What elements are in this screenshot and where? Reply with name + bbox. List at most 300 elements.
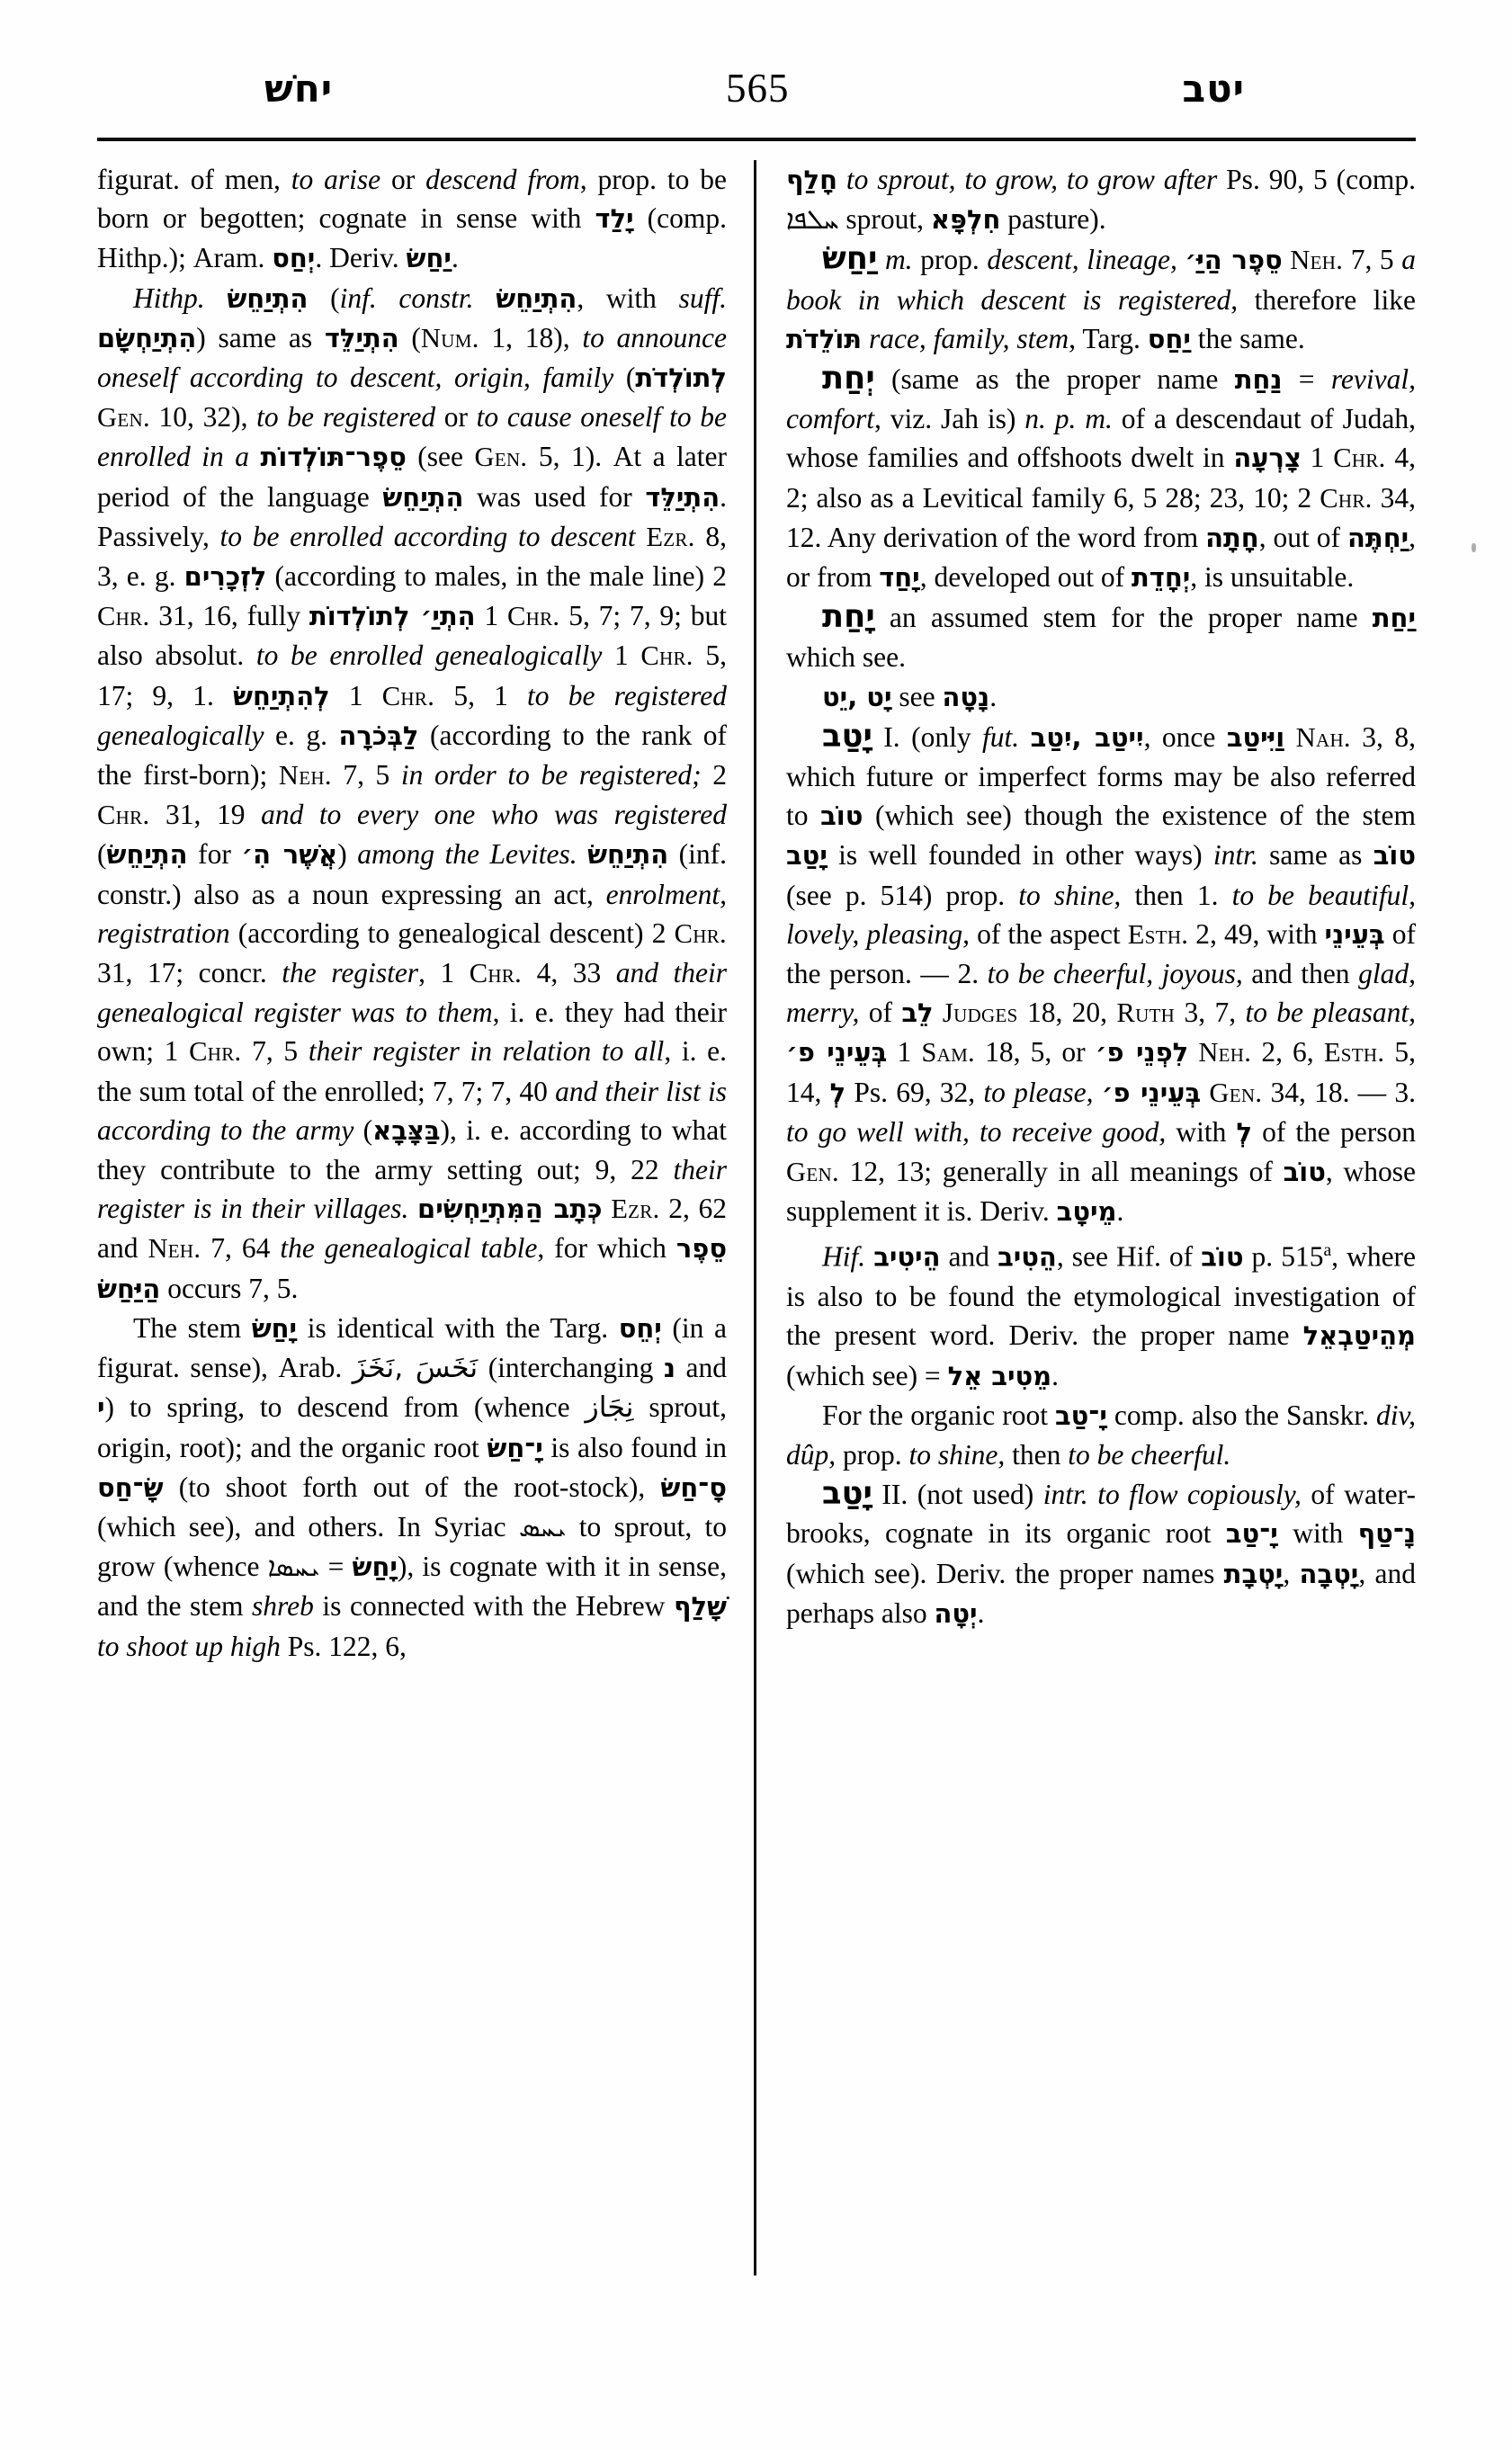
text-run [636,521,647,552]
entry-paragraph [786,717,1416,1232]
scripture-abbreviation: Chr. [97,800,150,831]
text-run: = [1282,363,1331,396]
scripture-abbreviation: Judges [942,997,1018,1029]
syriac-word: ܝܚܣܐ [267,1551,320,1584]
hebrew-word: יָט ,יֵט [822,681,892,712]
text-run [1284,721,1295,753]
hebrew-word: נ [663,1353,676,1384]
text-run: ( [613,362,636,394]
text-run: of the aspect [970,917,1128,950]
gloss-text: a book in which descent is registered [786,244,1417,316]
hebrew-word: נָטָה [942,681,990,712]
text-run: comp. also the Sanskr. [1106,1399,1376,1431]
text-run: , for which [537,1232,676,1265]
text-run: (which see) = [786,1359,948,1391]
text-run [249,441,261,472]
entry-paragraph [786,239,1416,359]
text-run: 4, 2; also as a Levitical family 6, 5 28; 23, 10; 2 [786,442,1417,514]
hebrew-word: סֵפֶר הַיַּחַשׂ [97,1233,728,1304]
gloss-text: descent, lineage, [987,244,1177,276]
page-body [97,160,1416,2283]
gloss-text: div, dûp, [786,1399,1416,1471]
hebrew-word: יַחַס [1147,323,1191,354]
text-run: 2, 62 and [97,1193,728,1265]
gloss-text: to be beautiful, lovely, pleasing, [786,879,1416,950]
text-run [1019,721,1030,753]
running-head-left-lemma: יחשׁ [264,67,334,111]
hebrew-word: וַיִּיטַב [1226,721,1285,753]
gloss-text: to be pleasant, [1245,997,1417,1029]
scripture-abbreviation: Esth. [1323,1037,1385,1069]
gloss-text: to shine, [908,1439,1006,1471]
hebrew-word: בְּעֵינֵי פ׳ [1101,1077,1202,1108]
hebrew-word: הֵיטִיב [873,1241,941,1273]
entry-paragraph [786,677,1416,717]
text-run: 10, 32), [149,401,257,434]
hebrew-word: נָ־טַף [1357,1518,1416,1550]
entry-paragraph [786,160,1416,239]
scripture-abbreviation: Ruth [1116,997,1176,1029]
hebrew-word: תּוֹלֵדֹת [786,323,863,354]
scripture-abbreviation: Chr. [469,958,523,989]
text-run: for [187,838,242,871]
gloss-text: n. p. m. [1024,403,1113,435]
text-run: , 1 [418,957,470,989]
gloss-text: to be cheerful. [1068,1439,1231,1471]
text-run: or [380,164,426,195]
text-run: to spring, to descend from [129,1391,459,1424]
text-run [934,997,943,1028]
text-run: (which see), and others. In Syriac [97,1510,519,1542]
entry-paragraph [786,359,1416,597]
text-run: p. 515 [1243,1240,1324,1273]
gloss-text: m. [884,244,913,276]
text-run [474,282,497,314]
text-run [862,323,869,354]
hebrew-word: יָחַת [822,598,875,636]
text-run: 5, 1). At a later period of the language [97,441,728,513]
hebrew-word: יְחָדֵת [1132,562,1191,594]
gloss-text: fut. [982,720,1020,753]
gloss-text: to cause oneself to be enrolled in a [97,401,727,473]
text-run: , out of [1258,521,1347,553]
hebrew-word: יָטַב [822,717,872,755]
scripture-abbreviation: Chr. [1320,482,1373,514]
gloss-text: to go well with, to receive good, [786,1115,1167,1148]
scripture-abbreviation: Neh. [1290,245,1344,276]
entry-paragraph [97,160,727,279]
text-run: of water-brooks, cognate in its organic root [786,1479,1417,1550]
text-run: , is unsuitable. [1190,561,1355,594]
text-run: ), i. e. according to what they contribute to the army setting out; 9, 22 [97,1113,728,1186]
text-run: (comp. Hithp.); Aram. [97,202,727,274]
text-run: prop. [912,244,988,276]
hebrew-word: הִתְיַלֵּד [324,322,399,353]
text-run: 5, 17; 9, 1. [97,639,727,711]
text-run: (according to the rank of the first-born); [97,719,727,791]
hebrew-word: יָחַשׂ [251,1312,298,1344]
gloss-text: and their list is according to the army [97,1075,727,1146]
hebrew-word: יִיטַב ,יִטַב [1030,721,1144,753]
hebrew-word: יָטְבָה [1299,1558,1359,1589]
gloss-text: to be registered genealogically [97,679,727,751]
text-run: . [1051,1359,1059,1391]
hebrew-word: חָתָה [1205,522,1259,553]
text-run: is identical with the Targ. [297,1311,619,1344]
hebrew-word: יָטַב [786,840,828,872]
text-run: . Passively, [97,480,727,552]
text-run: 18, 5, or [975,1036,1096,1069]
text-run: 2 [701,759,728,791]
text-run [837,164,846,195]
scan-speck [1472,543,1476,552]
text-run: 31, 19 [149,799,262,831]
text-run: 7, 5 [1343,244,1402,276]
text-run: II. (not used) [872,1479,1043,1511]
hebrew-word: יָטְבָת [1223,1558,1284,1589]
text-run: (see [406,441,475,473]
text-run: (in a figurat. sense), Arab. [97,1311,727,1384]
gloss-text: the genealogical table [280,1232,538,1265]
text-run: , viz. Jah is) [874,403,1025,435]
hebrew-word: יְחֵס [618,1312,662,1344]
text-run: , with [577,282,679,314]
hebrew-word: בְּעֵינֵי פ׳ [786,1037,888,1069]
gloss-text: descend from [425,164,580,195]
gloss-text: their register in relation to all [308,1035,665,1068]
gloss-text: shreb [252,1590,314,1623]
hebrew-word: הִתְיַחֵשׂ [227,282,309,314]
hebrew-word: טוֹב [820,800,863,832]
hebrew-word: לִפְנֵי פ׳ [1095,1037,1189,1069]
text-run: = [319,1551,353,1583]
text-run: of the person. — 2. [786,917,1416,990]
entry-paragraph [786,1231,1416,1395]
hebrew-word: יְחַס [272,243,316,274]
text-run [865,1241,873,1273]
hebrew-word: בַּצָּבָא [372,1114,441,1146]
text-run: 1 [1301,442,1334,474]
scripture-abbreviation: Ezr. [646,521,695,552]
text-run: and [675,1352,727,1384]
text-run: ), is cognate with it in sense, and the stem [97,1551,728,1623]
hebrew-word: הִתְיַחֵשׂ [106,839,188,871]
text-run: The stem [133,1311,252,1344]
text-run: , see Hif. of [1056,1240,1202,1273]
scripture-abbreviation: Gen. [97,402,150,434]
gloss-text: race, family, stem [868,322,1069,354]
gloss-text: their register is in their villages. [97,1154,727,1225]
hebrew-word: הִתְיַ׳ לְתוֹלְדוֹת [309,601,476,632]
scripture-abbreviation: Sam. [921,1037,975,1069]
scripture-abbreviation: Chr. [97,601,150,632]
hebrew-word: לְ [1236,1116,1253,1148]
hebrew-word: יַחַשׂ [406,243,452,274]
entry-paragraph [786,597,1416,676]
text-run: 5, 14, [786,1036,1417,1108]
gloss-text: to shine, [1018,879,1122,911]
text-run [1093,1077,1101,1108]
text-run: 7, 64 [201,1232,281,1265]
text-run: 7, 5 [331,759,401,791]
text-run: ( [353,1113,373,1146]
text-run: sprout, [838,203,931,236]
scripture-abbreviation: Neh. [148,1233,201,1265]
text-run: , i. e. they had their own; 1 [97,997,727,1068]
scripture-abbreviation: Chr. [189,1036,242,1068]
text-run [877,244,885,275]
gloss-text: to be cheerful, joyous, [987,958,1243,990]
text-run: and then [1242,958,1359,990]
text-run: is also found in [542,1431,727,1463]
hebrew-word: לִזְכָרִים [183,561,267,593]
text-run: , or from [786,521,1416,594]
text-run: the same. [1190,322,1305,354]
hebrew-word: הִתְיַחְשָׂם [97,322,197,353]
text-run [603,1193,612,1224]
text-run: of a descendaut of Judah, whose families and offshoots dwelt in [786,403,1416,474]
hebrew-word: מְהֵיטַבְאֵל [1302,1320,1416,1352]
text-run [1188,1036,1198,1068]
gloss-text: among the Levites. [357,838,577,871]
text-run: Ps. 69, 32, [845,1076,984,1108]
gloss-text: to please, [983,1076,1094,1108]
gloss-text: to be enrolled according to descent [219,520,636,552]
hebrew-word: לְ [829,1077,846,1108]
text-run: 31, 16, fully [149,600,309,632]
text-run [577,838,588,870]
entry-paragraph [786,1474,1416,1633]
text-run: 2, 49, with [1188,917,1325,950]
text-run: , [1283,1557,1300,1589]
text-run: 18, 20, [1017,997,1117,1029]
text-run: 4, 33 [522,957,616,989]
text-run: was used for [463,480,646,513]
gloss-text: in order to be registered; [400,759,702,791]
text-run [1283,244,1291,275]
hebrew-word: טוֹב [1201,1241,1244,1273]
text-run: , once [1143,720,1227,753]
scripture-abbreviation: Gen. [1209,1077,1263,1108]
text-run: 1 [887,1036,922,1069]
scripture-abbreviation: Nah. [1295,721,1351,753]
hebrew-word: סָ־חַשׂ [660,1471,727,1503]
hebrew-word: יָ־חַשׂ [487,1432,543,1463]
hebrew-word: י [97,1392,105,1424]
scripture-abbreviation: Esth. [1127,918,1189,950]
scripture-abbreviation: Neh. [1198,1037,1252,1069]
text-run: a [1323,1241,1332,1261]
gloss-text: suff. [678,282,727,314]
hebrew-word: סֵפֶר הַיַּ׳ [1185,245,1283,276]
text-run: ) same as [196,321,325,353]
gloss-text: the register [282,957,419,989]
text-run: , Targ. [1069,322,1148,354]
text-run: which see. [786,641,906,674]
text-run: ( [398,321,421,353]
running-head [97,65,1416,130]
hebrew-word: סֵפֶר־תּוֹלְדוֹת [260,442,407,473]
text-run: 7, 5 [241,1035,309,1068]
text-run: then 1. [1121,879,1232,911]
text-run: 5, 1 [434,679,528,711]
text-run: , prop. to be born or begotten; cognate in sense with [97,164,727,235]
text-run: 8, 3, e. g. [97,520,727,593]
hebrew-word: טוֹב [1283,1157,1326,1188]
hebrew-word: כְּתָב הַמִּתְיַחְשִׂים [417,1194,603,1225]
hebrew-word: חִלְפָּא [930,204,1001,236]
text-run: 5, 7; 7, 9; but also absolut. [97,600,727,672]
text-run: 2, 6, [1251,1036,1324,1069]
text-run: (according to males, in the male line) 2 [266,560,727,593]
text-run: I. (only [872,720,983,753]
hebrew-word: חָלַף [786,165,837,195]
entry-paragraph [786,1396,1416,1474]
text-run: pasture). [1000,203,1106,236]
text-run: (same as the proper name [874,363,1235,396]
gloss-text: to sprout, to grow, to grow after [845,164,1218,195]
text-run: 1 [475,600,507,632]
gloss-text: glad, merry, [786,958,1416,1029]
hebrew-word: לְתוֹלְדֹת [635,362,727,394]
text-run: an assumed stem for the proper name [874,602,1373,634]
text-run: For the organic root [822,1399,1055,1431]
hebrew-word: צָרְעָה [1233,443,1302,474]
text-run: 1, 18), [479,321,583,353]
hebrew-word: הִתְיַחֵשׂ [496,282,577,314]
hebrew-word: מֵיטָב [1056,1196,1117,1228]
text-run: Ps. 90, 5 (comp. [1217,164,1416,195]
hebrew-word: לַבְּכֹרָה [338,720,419,751]
gloss-text: to be registered [256,401,436,434]
text-run: 1 [602,639,641,672]
scripture-abbreviation: Neh. [278,760,332,791]
arabic-word: نَخَسَ ,نَخَزَ [352,1352,479,1385]
hebrew-word: יַחַת [1372,603,1416,634]
hebrew-word: שָׂ־חַס [97,1471,164,1503]
hebrew-word: יָ־טַב [1225,1518,1278,1550]
gloss-text: intr. [1212,839,1258,872]
hebrew-word: יַחַשׂ [822,240,878,278]
text-run: 34, 18. — 3. [1262,1076,1417,1108]
text-run [408,1193,417,1224]
scripture-abbreviation: Chr. [1333,443,1386,474]
hebrew-word: אֲשֶׁר הִ׳ [241,839,338,871]
text-run: then [1005,1439,1069,1471]
text-run: ( [97,838,107,871]
text-run: e. g. [264,719,339,751]
syriac-word: ܝܚܣ [518,1511,567,1543]
text-run: (inf. constr.) also as a noun expressing an act, [97,838,728,910]
gloss-text: enrolment, registration [97,878,727,949]
gloss-text: and to every one who was registered [261,799,727,831]
arabic-word: نِجَاز [585,1391,634,1425]
text-run: and [940,1240,998,1273]
right-column [786,160,1416,2283]
hebrew-word: בְּעֵינֵי [1324,918,1385,950]
header-rule [97,138,1416,141]
hebrew-word: מֵטִיב אֵל [947,1360,1052,1391]
left-column [97,160,727,2283]
text-run: (which see). Deriv. the proper names [786,1557,1224,1589]
gloss-text: inf. constr. [339,282,474,314]
text-run: with [1277,1517,1358,1550]
text-run: (whence [458,1391,586,1424]
hebrew-word: יָ־טַב [1054,1399,1107,1431]
text-run: of [859,997,902,1029]
hebrew-word: יָחַד [879,562,920,594]
hebrew-word: נַחַת [1234,364,1283,396]
text-run [1201,1077,1209,1108]
hebrew-word: הִתְיַחֵשׂ [587,839,669,871]
text-run: . Deriv. [315,242,407,274]
text-run: , and perhaps also [786,1557,1417,1629]
hebrew-word: הִתְיַחֵשׂ [382,481,464,513]
text-run: sprout, origin, root); and the organic root [97,1391,728,1463]
gloss-text: revival, comfort [786,363,1416,435]
text-run: 31, 17; concr. [97,957,282,989]
text-run: ( [308,282,340,314]
text-run: 3, 7, [1175,997,1246,1029]
text-run: or [435,401,477,434]
text-run: (which see) though the existence of the stem [863,800,1416,832]
text-run: , whose supplement it is. Deriv. [786,1156,1416,1228]
hebrew-word: יָחַשׂ [352,1551,398,1583]
scripture-abbreviation: Chr. [381,680,435,711]
gloss-text: to shoot up high [97,1630,281,1662]
text-run: (see p. 514) prop. [786,879,1019,911]
text-run: Ps. 122, 6, [280,1630,407,1662]
scripture-abbreviation: Num. [420,322,479,353]
text-run: ) [104,1391,130,1424]
text-run: . [977,1596,985,1629]
text-run: . [451,242,459,274]
text-run: . [989,680,998,712]
hebrew-word: הִתְיַלֵּד [645,481,720,513]
gloss-text: to be enrolled genealogically [255,639,603,672]
text-run: (to shoot forth out of the root-stock), [163,1471,661,1503]
text-run: with [1166,1115,1237,1148]
text-run: . [1116,1195,1124,1228]
text-run: 34, 12. Any derivation of the word from [786,481,1416,553]
hebrew-word: שָׁלַף [673,1591,727,1623]
text-run [205,282,228,314]
gloss-text: intr. [1042,1479,1088,1511]
hebrew-word: יָטַב [822,1475,872,1513]
gloss-text: Hif. [822,1240,866,1273]
hebrew-word: יְטָה [934,1597,978,1629]
text-run: (according to genealogical descent) 2 [229,917,675,949]
scripture-abbreviation: Ezr. [611,1194,660,1225]
gloss-text: to flow copiously, [1097,1479,1302,1511]
text-run: 3, 8, which future or imperfect forms may be also referred to [786,720,1417,832]
gloss-text: to announce oneself according to descent, origin, family [97,321,727,394]
scripture-abbreviation: Gen. [786,1157,839,1188]
gloss-text: Hithp. [133,282,205,314]
scripture-abbreviation: Chr. [640,640,693,672]
text-run [1088,1479,1098,1510]
text-run: , therefore like [1230,283,1416,316]
scripture-abbreviation: Chr. [506,601,560,632]
text-run: is well founded in other ways) [827,839,1213,872]
text-run: figurat. of men, [97,164,291,195]
text-run: occurs 7, 5. [160,1272,299,1304]
text-run: , developed out of [919,561,1132,594]
running-head-right-lemma: יטב [1182,67,1245,111]
text-run: prop. [836,1439,909,1471]
hebrew-word: יַחְתֶּה [1347,522,1409,553]
text-run: is connected with the Hebrew [313,1590,674,1623]
